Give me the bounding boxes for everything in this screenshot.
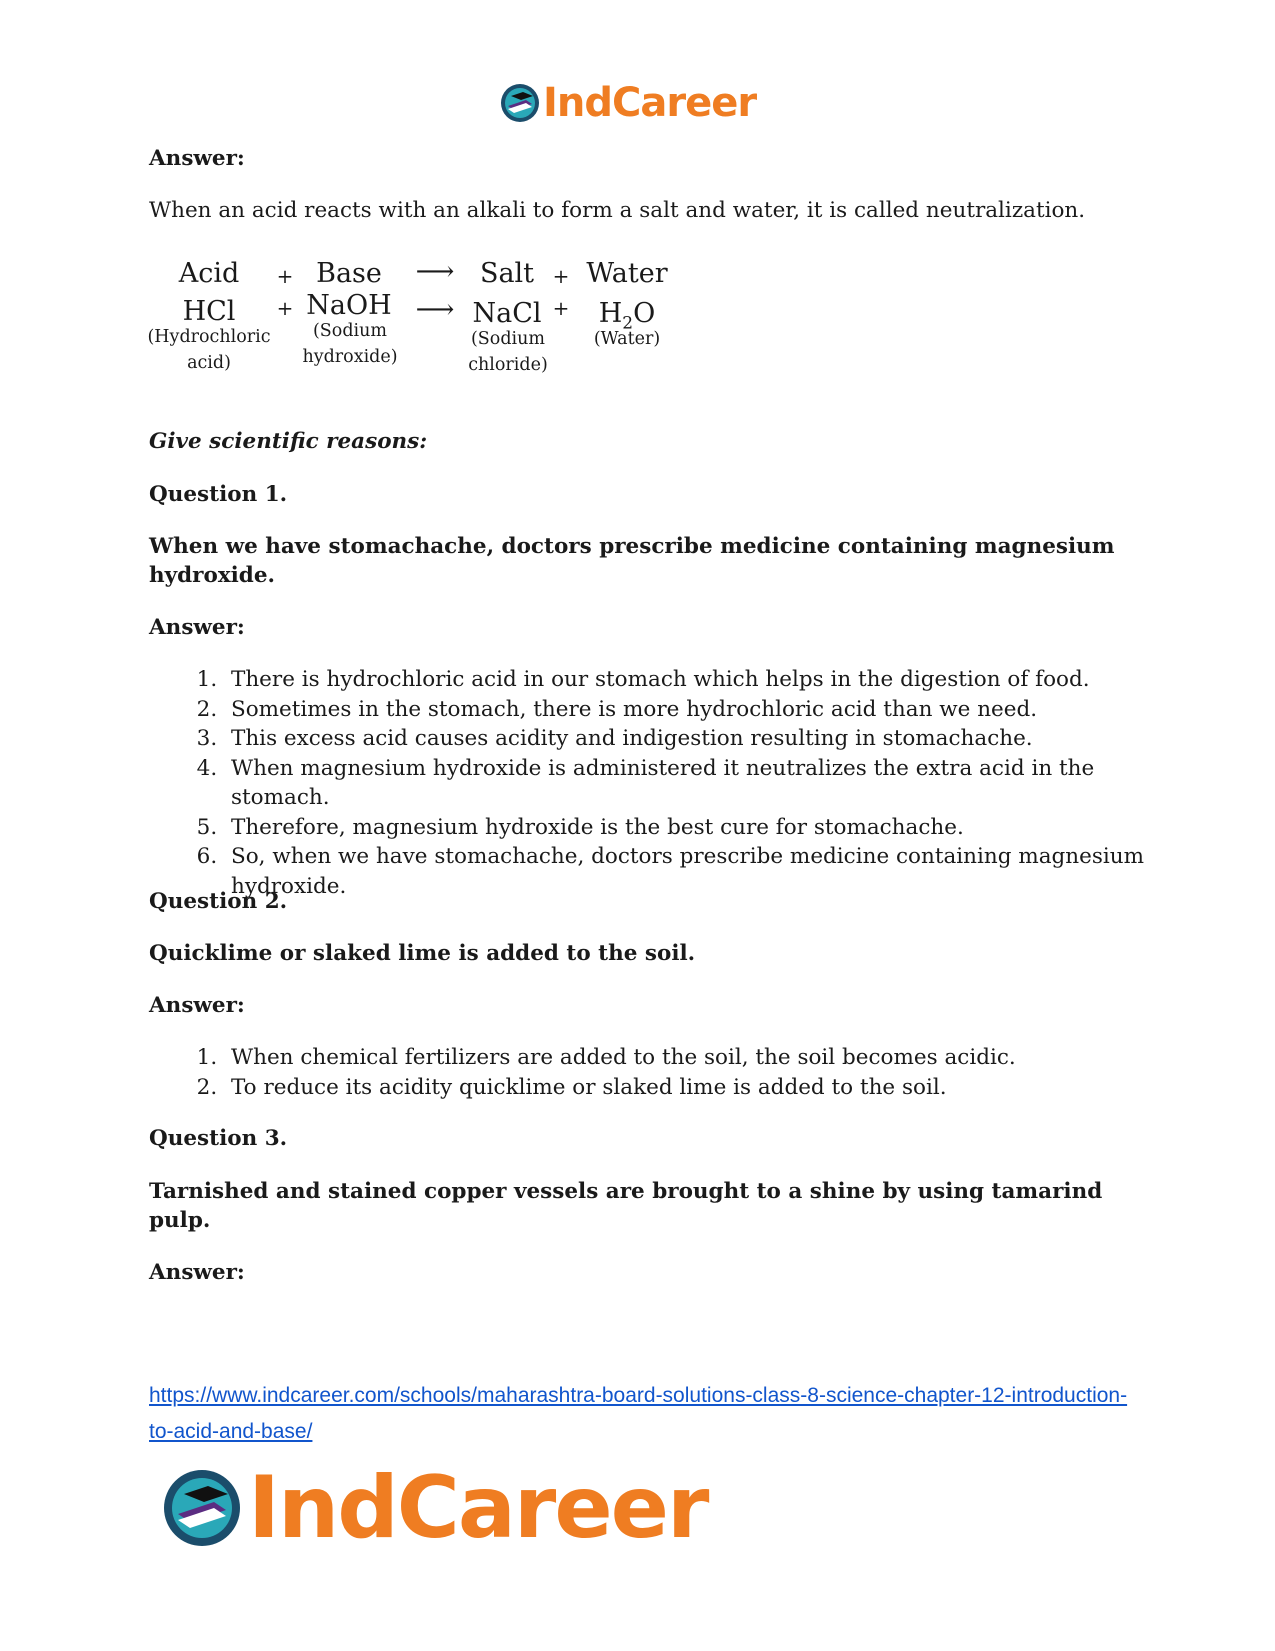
eq-acid-name: (Hydrochloric acid) — [147, 327, 271, 373]
eq-arrow: ⟶ — [415, 294, 455, 325]
logo-wordmark: IndCareer — [248, 1458, 708, 1558]
question-3-answer-label: Answer: — [149, 1260, 245, 1285]
list-item: 2. Sometimes in the stomach, there is more hydrochloric acid than we need. — [224, 695, 1184, 725]
source-link[interactable]: https://www.indcareer.com/schools/maharashtra-board-solutions-class-8-science-chapter-12-introduction-to-acid-and-base/ — [149, 1384, 1128, 1443]
list-item: 6. So, when we have stomachache, doctors prescribe medicine containing magnesium hydroxide. — [224, 842, 1184, 901]
eq-naoh: NaOH — [306, 290, 392, 321]
question-2-label: Question 2. — [149, 889, 288, 914]
eq-nacl: NaCl — [472, 298, 542, 329]
eq-acid-word: Acid — [178, 258, 240, 289]
eq-base-word: Base — [316, 258, 382, 289]
eq-hcl: HCl — [182, 296, 236, 327]
question-2-answer-label: Answer: — [149, 993, 245, 1018]
eq-base-name: (Sodium hydroxide) — [302, 321, 398, 367]
question-3-text: Tarnished and stained copper vessels are brought to a shine by using tamarind pulp. — [149, 1179, 1103, 1233]
question-1-answer-label: Answer: — [149, 615, 245, 640]
question-3-label: Question 3. — [149, 1126, 288, 1151]
graduation-book-icon — [160, 1466, 244, 1550]
list-item: 5. Therefore, magnesium hydroxide is the best cure for stomachache. — [224, 813, 1184, 843]
graduation-book-icon — [499, 82, 541, 124]
eq-water-name: (Water) — [593, 329, 661, 349]
eq-salt-word: Salt — [479, 258, 535, 289]
question-2-text: Quicklime or slaked lime is added to the soil. — [149, 941, 696, 966]
logo-wordmark: IndCareer — [543, 80, 757, 126]
section-heading: Give scientific reasons: — [149, 429, 428, 454]
eq-plus: + — [552, 296, 570, 320]
question-1-answer-list — [149, 665, 1184, 901]
list-item: 3. This excess acid causes acidity and indigestion resulting in stomachache. — [224, 724, 1184, 754]
question-2-answer-list — [149, 1043, 1184, 1102]
answer-heading: Answer: — [149, 146, 245, 171]
list-item: 2. To reduce its acidity quicklime or slaked lime is added to the soil. — [224, 1073, 1184, 1103]
eq-water-word: Water — [586, 258, 668, 289]
list-item: 1. When chemical fertilizers are added to the soil, the soil becomes acidic. — [224, 1043, 1184, 1073]
eq-salt-name: (Sodium chloride) — [468, 329, 548, 375]
list-item: 4. When magnesium hydroxide is administered it neutralizes the extra acid in the stomach. — [224, 754, 1184, 813]
eq-plus: + — [552, 264, 570, 288]
eq-h2o: $H_2O$ — [598, 298, 656, 334]
question-1-text: When we have stomachache, doctors prescribe medicine containing magnesium hydroxide. — [149, 534, 1115, 588]
footer-logo — [160, 1458, 708, 1558]
header-logo — [499, 80, 756, 126]
eq-plus: + — [276, 296, 294, 320]
eq-plus: + — [276, 264, 294, 288]
intro-paragraph: When an acid reacts with an alkali to form a salt and water, it is called neutralization. — [149, 198, 1086, 223]
list-item: 1. There is hydrochloric acid in our stomach which helps in the digestion of food. — [224, 665, 1184, 695]
question-1-label: Question 1. — [149, 482, 288, 507]
neutralization-equation — [149, 258, 709, 398]
eq-arrow: ⟶ — [415, 256, 455, 287]
